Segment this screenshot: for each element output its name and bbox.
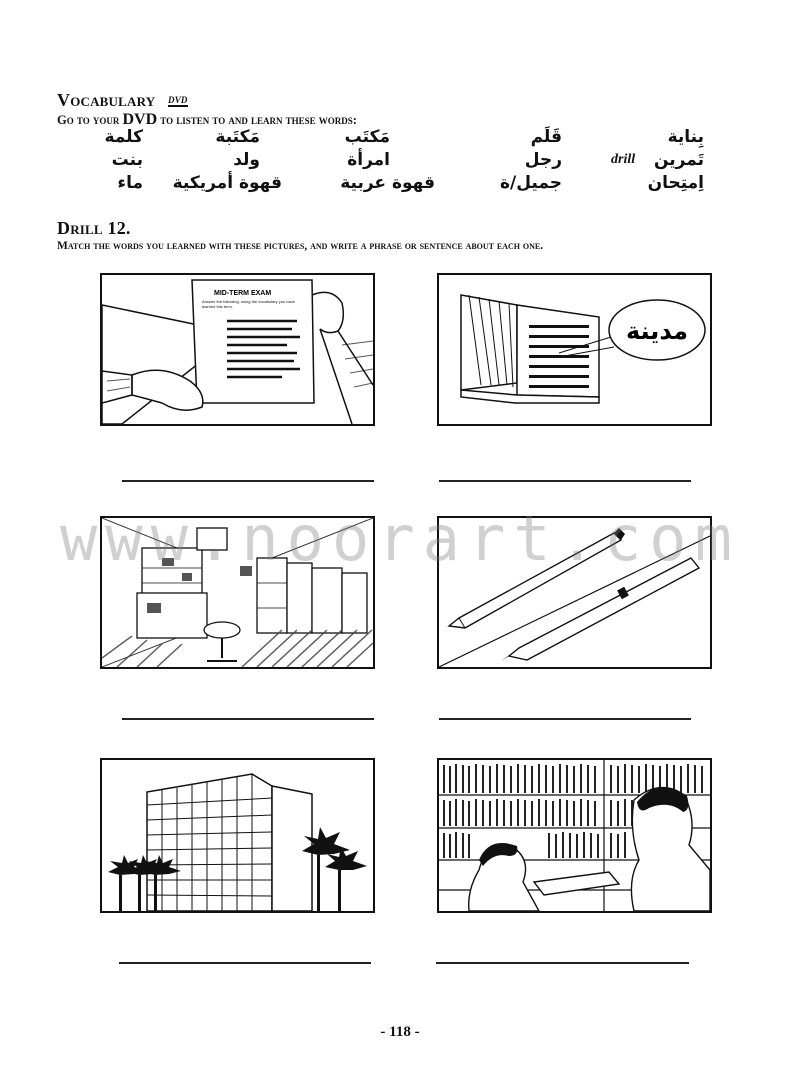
vocab-word: جميل/ة bbox=[499, 173, 562, 193]
exam-instruction: Answer the following, using the vocabulary you have learned this term. bbox=[202, 299, 295, 309]
answer-line[interactable] bbox=[439, 718, 691, 720]
vocab-word: مَكتَب bbox=[344, 127, 390, 147]
answer-line[interactable] bbox=[119, 962, 371, 964]
dictionary-word-illustration bbox=[437, 273, 712, 426]
watermark: www.noorart.com bbox=[60, 502, 740, 575]
dictionary-word: مدينة bbox=[625, 317, 689, 345]
vocab-word: ماء bbox=[117, 173, 143, 193]
page-number: - 118 - bbox=[380, 1024, 420, 1040]
vocab-word: مَكتَبة bbox=[215, 127, 260, 147]
answer-line[interactable] bbox=[122, 718, 374, 720]
dvd-icon: DVD bbox=[168, 95, 188, 105]
vocab-word: قَلَم bbox=[530, 127, 562, 147]
exam-paper-illustration bbox=[100, 273, 375, 426]
vocab-word: اِمتِحان bbox=[647, 173, 704, 193]
drill-gloss: drill bbox=[611, 152, 636, 167]
vocab-word: قهوة عربية bbox=[340, 173, 435, 193]
vocab-word: تَمرين bbox=[653, 150, 704, 170]
answer-line[interactable] bbox=[122, 480, 374, 482]
exam-title: MID-TERM EXAM bbox=[214, 290, 272, 297]
building-palms-illustration bbox=[100, 758, 375, 913]
vocab-word: بِناية bbox=[667, 127, 704, 147]
answer-line[interactable] bbox=[436, 962, 689, 964]
vocab-word: ولد bbox=[233, 150, 260, 170]
vocab-word: قهوة أمريكية bbox=[172, 173, 282, 193]
library-reading-illustration bbox=[437, 758, 712, 913]
vocab-word: كلمة bbox=[104, 127, 143, 147]
vocab-word: امرأة bbox=[347, 150, 390, 170]
vocabulary-heading bbox=[57, 90, 188, 111]
drill-title: Drill 12. bbox=[57, 218, 131, 238]
vocab-word: رجل bbox=[524, 150, 562, 170]
drill-instruction: Match the words you learned with these pictures, and write a phrase or sentence about each one. bbox=[57, 240, 544, 252]
vocabulary-title: Vocabulary bbox=[57, 90, 156, 110]
vocabulary-instruction: Go to your DVD to listen to and learn these words: bbox=[57, 111, 357, 128]
answer-line[interactable] bbox=[439, 480, 691, 482]
vocab-word: بنت bbox=[111, 150, 143, 170]
